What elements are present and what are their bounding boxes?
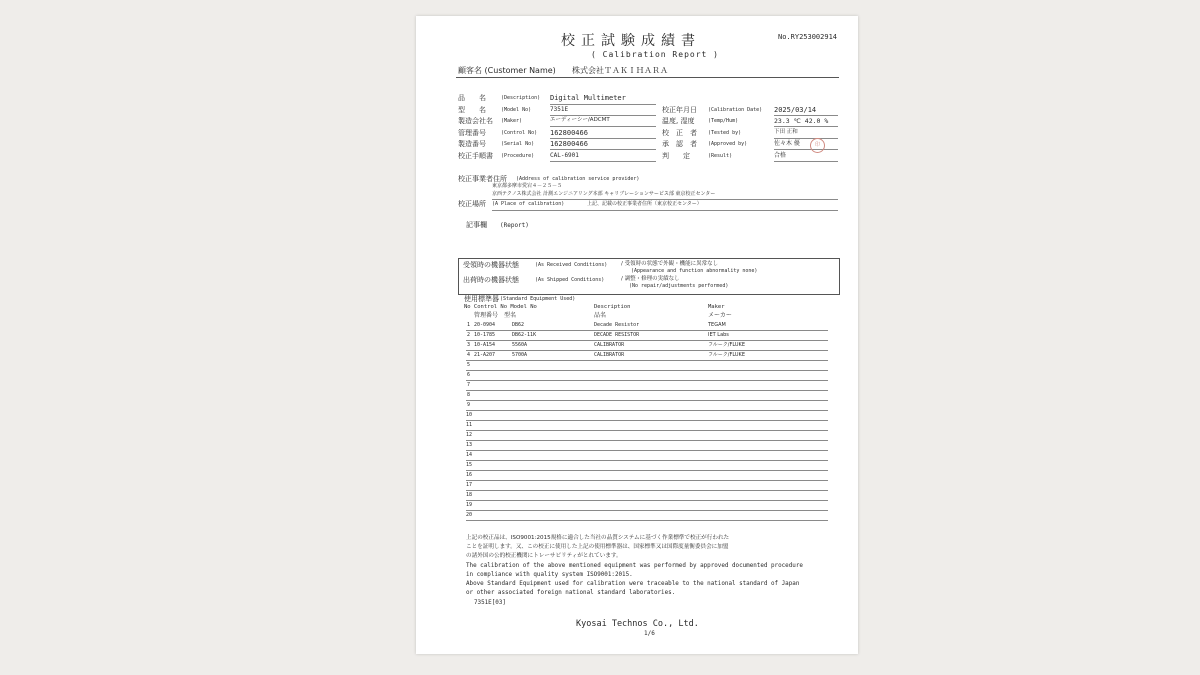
cal-date-label-en: (Calibration Date) [708,107,763,113]
row-no: 18 [466,492,473,498]
row-line [466,360,828,361]
maker-value: エーディーシー/ADCMT [550,117,610,123]
provider-address: 東京都多摩市愛宕４－２５－５ [492,183,563,189]
statement-en-line: The calibration of the above mentioned equipment was performed by approved documented procedure [466,563,803,569]
cal-date-value: 2025/03/14 [774,106,817,114]
procedure-value: CAL-6901 [550,152,579,159]
equipment-label-en: (Standard Equipment Used) [500,296,576,302]
provider-label: 校正事業者住所 [458,175,507,183]
row-no: 15 [466,462,473,468]
row-line [466,520,828,521]
col-description-en: Description [594,304,631,310]
model-underline [550,115,656,116]
tested-by-value: 下田 正和 [774,129,798,135]
provider-underline [492,199,838,200]
row-no: 11 [466,422,473,428]
cal-date-label: 校正年月日 [662,106,697,114]
temp-hum-label-en: (Temp/Hum) [708,118,739,124]
row-no: 5 [467,362,471,368]
description-label-en: (Description) [501,95,541,101]
company-name: Kyosai Technos Co., Ltd. [576,619,699,629]
row-line [466,410,828,411]
row-description: CALIBRATOR [594,352,625,358]
row-control-no: 21-A207 [474,352,496,358]
row-line [466,490,828,491]
place-label: 校正場所 [458,200,486,208]
received-label-en: (As Received Conditions) [535,262,608,268]
conditions-box [458,258,840,295]
result-value: 合格 [774,152,787,159]
received-value: / 受領時の状態で外観・機能に異常なし [621,261,719,267]
statement-jp-line: の諸外国の公的校正機関にトレーサビリティがとれています。 [466,553,622,559]
col-maker-jp: メーカー [708,312,732,319]
shipped-value-en: (No repair/adjustments performed) [629,283,729,289]
customer-label: 顧客名 (Customer Name) [458,66,556,75]
row-no: 10 [466,412,473,418]
serial-no-value: 162800466 [550,140,588,148]
row-line [466,440,828,441]
row-no: 4 [467,352,471,358]
report-title-jp: 校正試験成績書 [561,33,701,49]
cal-date-underline [774,115,838,116]
control-no-label-en: (Control No) [501,130,538,136]
row-line [466,510,828,511]
report-label: 記事欄 [466,221,487,229]
statement-en-line: in compliance with quality system ISO9001:2015. [466,572,633,578]
row-no: 13 [466,442,473,448]
result-label: 判 定 [662,152,690,160]
row-control-no: 10-A154 [474,342,496,348]
row-description: CALIBRATOR [594,342,625,348]
row-line [466,390,828,391]
result-underline [774,161,838,162]
procedure-label-en: (Procedure) [501,153,535,159]
control-no-label: 管理番号 [458,129,486,137]
row-line [466,340,828,341]
row-maker: フルーク/FLUKE [708,342,745,348]
row-maker: IET Labs [708,332,729,338]
temp-hum-value: 23.3 ℃ 42.0 % [774,117,829,125]
row-maker: TEGAM [708,322,726,328]
col-description-jp: 品名 [594,312,607,319]
row-line [466,470,828,471]
row-line [466,380,828,381]
result-label-en: (Result) [708,153,733,159]
row-line [466,430,828,431]
row-no: 6 [467,372,471,378]
report-title-en: ( Calibration Report ) [591,50,719,59]
row-description: DECADE RESISTOR [594,332,640,338]
model-label-en: (Model No) [501,107,532,113]
approval-seal-stamp: 印 [810,138,825,153]
provider-company: 京西テクノス株式会社 計測エンジニアリング本部 キャリブレーションサービス部 東京校正センター [492,191,716,197]
received-label: 受領時の機器状態 [463,261,519,269]
row-description: Decade Resistor [594,322,640,328]
model-label: 型 名 [458,106,486,114]
customer-underline [456,77,839,78]
shipped-value: / 調整・修理の実績なし [621,276,680,282]
temp-hum-label: 温度, 湿度 [662,117,695,125]
tested-by-label-en: (Tested by) [708,130,742,136]
procedure-underline [550,161,656,162]
place-label-en: (A Place of calibration) [492,201,565,207]
row-line [466,460,828,461]
row-line [466,330,828,331]
description-underline [550,104,656,105]
calibration-report-page [416,16,858,654]
maker-underline [550,126,656,127]
approved-by-label: 承 認 者 [662,140,697,148]
row-no: 20 [466,512,473,518]
serial-no-underline [550,149,656,150]
row-no: 9 [467,402,471,408]
row-line [466,370,828,371]
equipment-header-en: No Control No Model No [464,304,537,310]
col-maker-en: Maker [708,304,725,310]
page-number: 1/6 [644,630,655,637]
approved-by-value: 佐々木 優 [774,140,800,147]
procedure-label: 校正手順書 [458,152,493,160]
model-value: 7351E [550,106,569,113]
statement-jp-line: ことを証明します。又、この校正に使用した上記の使用標準器は、国家標準又は国際度量衡委員会に加盟 [466,544,729,550]
place-underline [492,210,838,211]
row-no: 19 [466,502,473,508]
row-control-no: 20-0904 [474,322,496,328]
row-no: 17 [466,482,473,488]
row-no: 3 [467,342,471,348]
equipment-label: 使用標準器 [464,295,499,303]
maker-label-en: (Maker) [501,118,523,124]
approved-by-underline [774,149,838,150]
row-no: 8 [467,392,471,398]
report-number: No.RY253002914 [778,33,838,41]
customer-name: 株式会社ＴＡＫＩＨＡＲＡ [572,66,668,75]
row-line [466,400,828,401]
row-no: 14 [466,452,473,458]
row-model-no: 5700A [512,352,528,358]
row-model-no: DB62-11K [512,332,537,338]
serial-no-label-en: (Serial No) [501,141,535,147]
report-label-en: (Report) [500,222,529,229]
row-no: 1 [467,322,471,328]
serial-no-label: 製造番号 [458,140,486,148]
description-value: Digital Multimeter [550,94,626,102]
tested-by-label: 校 正 者 [662,129,697,137]
row-line [466,450,828,451]
tested-by-underline [774,138,838,139]
shipped-label: 出荷時の機器状態 [463,276,519,284]
received-value-en: (Appearance and function abnormality none) [631,268,758,274]
row-maker: フルーク/FLUKE [708,352,745,358]
row-no: 2 [467,332,471,338]
approved-by-label-en: (Approved by) [708,141,748,147]
shipped-label-en: (As Shipped Conditions) [535,277,605,283]
row-no: 12 [466,432,473,438]
row-line [466,350,828,351]
row-line [466,500,828,501]
maker-label: 製造会社名 [458,117,493,125]
equipment-header-jp: 管理番号 型名 [474,312,517,319]
provider-label-en: (Address of calibration service provider) [516,176,640,182]
statement-jp-line: 上記の校正品は、ISO9001:2015規格に適合した当社の品質システムに基づく作業標準で校正が行われた [466,535,730,541]
statement-en-line: Above Standard Equipment used for calibration were traceable to the national standard of Japan [466,581,800,587]
row-line [466,420,828,421]
row-model-no: DB62 [512,322,525,328]
row-line [466,480,828,481]
description-label: 品 名 [458,94,486,102]
temp-hum-underline [774,126,838,127]
place-value: 上記、記載の校正事業者住所（東京校正センター） [587,201,702,207]
row-no: 16 [466,472,473,478]
statement-en-line: or other associated foreign national standard laboratories. [466,590,676,596]
row-no: 7 [467,382,471,388]
row-control-no: 10-1785 [474,332,496,338]
row-model-no: 5560A [512,342,528,348]
control-no-value: 162800466 [550,129,588,137]
control-no-underline [550,138,656,139]
document-ref: 7351E[03] [474,600,506,606]
